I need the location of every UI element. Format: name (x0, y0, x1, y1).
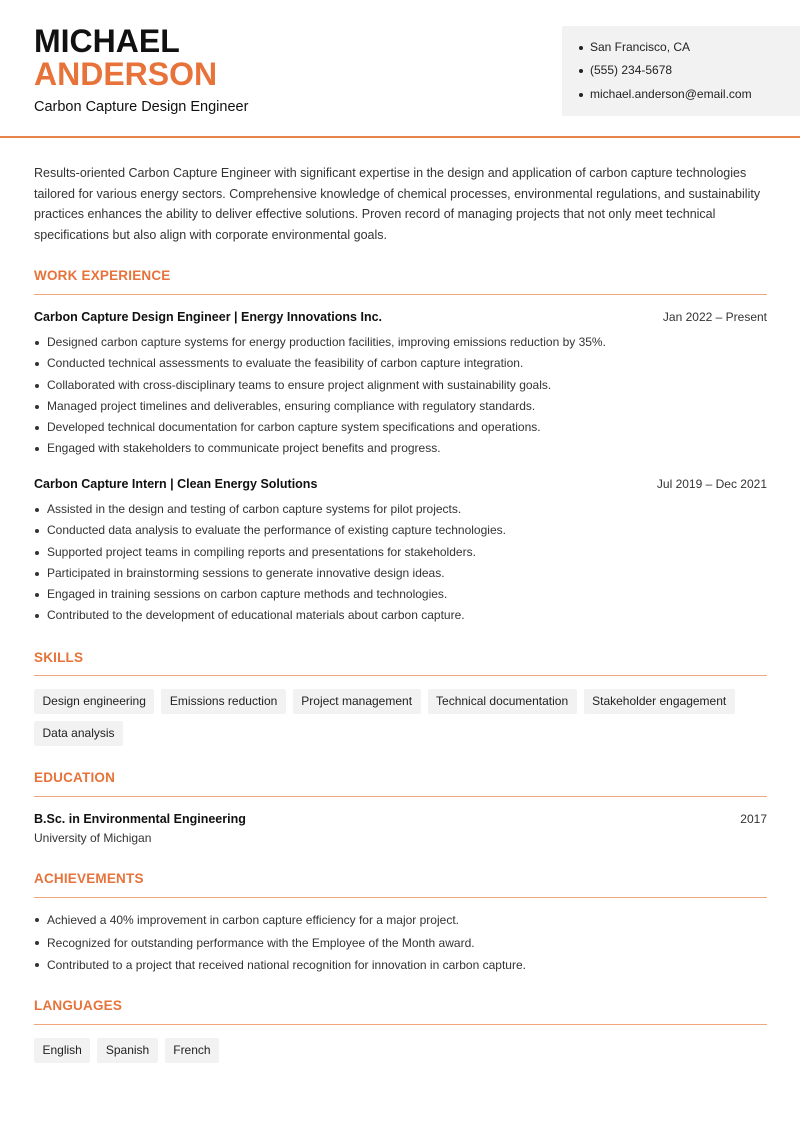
language-chips (34, 1038, 774, 1070)
section-title-achievements: ACHIEVEMENTS (34, 871, 144, 886)
resume-header (0, 0, 800, 138)
skill-chip: Technical documentation (428, 689, 577, 714)
skills-chips (34, 689, 774, 753)
section-title-work: WORK EXPERIENCE (34, 268, 171, 283)
list-item: Assisted in the design and testing of carbon capture systems for pilot projects. (34, 499, 767, 520)
skill-chip: Design engineering (34, 689, 154, 714)
section-title-skills: SKILLS (34, 650, 84, 665)
education-school: University of Michigan (34, 831, 152, 845)
list-item: Designed carbon capture systems for energy production facilities, improving emissions reduction by 35%. (34, 332, 767, 353)
section-divider (34, 897, 767, 898)
contact-location: San Francisco, CA (579, 40, 690, 54)
job-role: Carbon Capture Design Engineer | Energy Innovations Inc. (34, 310, 382, 324)
education-degree: B.Sc. in Environmental Engineering (34, 812, 246, 826)
list-item: Conducted data analysis to evaluate the performance of existing capture technologies. (34, 520, 767, 541)
list-item: Conducted technical assessments to evaluate the feasibility of carbon capture integration. (34, 353, 767, 374)
list-item: Supported project teams in compiling reports and presentations for stakeholders. (34, 542, 767, 563)
list-item: Developed technical documentation for carbon capture system specifications and operations. (34, 417, 767, 438)
job-dates: Jan 2022 – Present (662, 310, 767, 324)
job-dates: Jul 2019 – Dec 2021 (656, 477, 767, 491)
job-title: Carbon Capture Design Engineer (34, 99, 249, 115)
list-item: Participated in brainstorming sessions to generate innovative design ideas. (34, 563, 767, 584)
list-item: Contributed to the development of educational materials about carbon capture. (34, 605, 767, 626)
list-item: Achieved a 40% improvement in carbon capture efficiency for a major project. (34, 909, 767, 932)
skill-chip: Data analysis (34, 721, 123, 746)
first-name: MICHAEL (34, 23, 180, 59)
job-bullets (34, 332, 767, 460)
contact-box (562, 26, 800, 116)
section-divider (34, 1024, 767, 1025)
job-role: Carbon Capture Intern | Clean Energy Solutions (34, 477, 318, 491)
job-header (34, 310, 767, 324)
summary-paragraph: Results-oriented Carbon Capture Engineer with significant expertise in the design and application of carbon capture technologies tailored for various energy sectors. Comprehensive knowledge of chemical processes, environmental regulations, and sustainability practices enhances the ability to deliver effective solutions. Proven record of managing projects that not only meet technical specifications but also align with corporate environmental goals. (34, 166, 761, 243)
section-divider (34, 294, 767, 295)
skill-chip: Stakeholder engagement (584, 689, 735, 714)
last-name: ANDERSON (34, 56, 218, 92)
language-chip: Spanish (97, 1038, 157, 1063)
section-title-education: EDUCATION (34, 770, 116, 785)
language-chip: French (165, 1038, 219, 1063)
list-item: Engaged with stakeholders to communicate project benefits and progress. (34, 438, 767, 459)
job-bullets (34, 499, 767, 627)
list-item: Engaged in training sessions on carbon capture methods and technologies. (34, 584, 767, 605)
job-header (34, 477, 767, 491)
section-divider (34, 675, 767, 676)
list-item: Recognized for outstanding performance with the Employee of the Month award. (34, 932, 767, 955)
section-title-languages: LANGUAGES (34, 998, 123, 1013)
achievement-bullets (34, 909, 767, 977)
skill-chip: Emissions reduction (161, 689, 285, 714)
list-item: Collaborated with cross-disciplinary teams to ensure project alignment with sustainability goals. (34, 375, 767, 396)
section-divider (34, 796, 767, 797)
list-item: Managed project timelines and deliverables, ensuring compliance with regulatory standards. (34, 396, 767, 417)
list-item: Contributed to a project that received national recognition for innovation in carbon capture. (34, 954, 767, 977)
education-year: 2017 (740, 812, 767, 826)
language-chip: English (34, 1038, 90, 1063)
contact-email[interactable]: michael.anderson@email.com (579, 87, 752, 101)
skill-chip: Project management (293, 689, 421, 714)
contact-phone: (555) 234-5678 (579, 63, 672, 77)
